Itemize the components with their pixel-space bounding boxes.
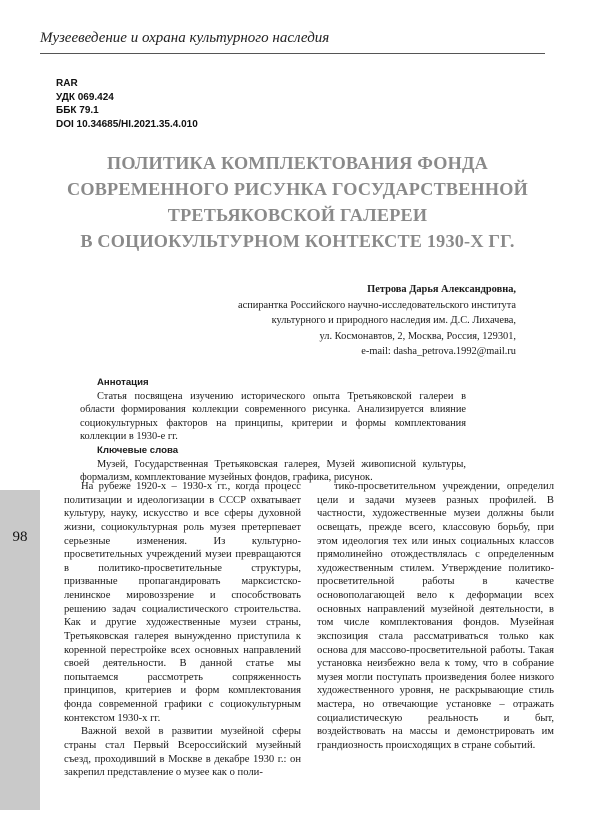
body-paragraph: Важной вехой в развитии музейной сферы страны стал Первый Всероссийский музейный съезд, проходивший в Москве в декабре 1930 г.: он закрепил представление о музее как о поли- (64, 726, 301, 779)
author-name: Петрова Дарья Александровна, (367, 284, 516, 295)
title-line: СОВРЕМЕННОГО РИСУНКА ГОСУДАРСТВЕННОЙ (67, 179, 528, 199)
abstract-text: Статья посвящена изучению исторического опыта Третьяковской галереи в области формирования коллекции современного рисунка. Анализируется влияние социокультурных факторов на принципы, критерии и формы комплектования коллекции в 1930-е гг. (80, 390, 466, 443)
author-address: ул. Космонавтов, 2, Москва, Россия, 129301, (319, 330, 516, 342)
title-line: ТРЕТЬЯКОВСКОЙ ГАЛЕРЕИ (167, 205, 428, 225)
meta-bbk: ББК 79.1 (56, 105, 99, 116)
journal-running-header: Музееведение и охрана культурного наследия (40, 30, 330, 46)
body-paragraph: тико-просветительном учреждении, определил цели и задачи музеев разных профилей. В частности, художественные музеи должны были освещать, прежде всего, классовую борьбу, при этом идеология тех или иных социальных классов прямолинейно отождествлялась с определенным художественным стилем. Утверждение политико-просветительной работы в качестве основополагающей вело к деформации всех основных направлений музейной деятельности, в том числе комплектования фондов. Музейная экспозиция стала рассматриваться только как основа для массово-просветительной работы. Такая установка неизбежно вела к тому, что в собрание музея могли поступать произведения более низкого художественного уровня, не раскрывающие стиль мастера, но отвечающие установке – отражать социалистическую реальность и быт, воздействовать на массы и демонстрировать им грандиозность происходящих в стране событий. (317, 481, 554, 751)
abstract-block (80, 376, 466, 485)
title-line: В СОЦИОКУЛЬТУРНОМ КОНТЕКСТЕ 1930-Х ГГ. (80, 231, 515, 251)
author-affiliation-line: аспирантка Российского научно-исследовательского института (237, 299, 516, 311)
meta-doi: DOI 10.34685/HI.2021.35.4.010 (56, 118, 198, 130)
body-column-left (64, 480, 301, 780)
meta-udc: УДК 069.424 (56, 91, 114, 103)
article-title (40, 150, 555, 254)
header-divider (40, 53, 545, 54)
abstract-heading: Аннотация (97, 377, 149, 388)
keywords-text: Музей, Государственная Третьяковская галерея, Музей живописной культуры, формализм, комплектование музейных фондов, графика, рисунок. (80, 458, 466, 484)
author-affiliation-line: культурного и природного наследия им. Д.С. Лихачева, (271, 315, 516, 326)
author-block (116, 282, 516, 360)
author-email: e-mail: dasha_petrova.1992@mail.ru (361, 346, 516, 357)
page-number: 98 (12, 529, 28, 545)
meta-rar: RAR (56, 78, 78, 89)
body-paragraph: На рубеже 1920-х – 1930-х гг., когда процесс политизации и идеологизации в СССР охватывает культуру, науку, искусство и все сферы духовной жизни, социокультурная роль музея претерпевает серьезные изменения. Из культурно-просветительных учреждений музеи превращаются в политико-просветительные структуры, призванные пропагандировать марксистско-ленинское мировоззрение и способствовать решению задач социалистического строительства. Как и другие художественные музеи страны, Третьяковская галерея вынужденно приступила к коренной перестройке всех основных направлений своей деятельности. В данной статье мы попытаемся рассмотреть сопряженность принципов, критериев и форм комплектования фонда современной графики с социокультурным контекстом 1930-х гг. (64, 481, 301, 724)
keywords-heading: Ключевые слова (97, 444, 179, 456)
body-column-right (317, 480, 554, 753)
article-metadata (56, 77, 198, 131)
title-line: ПОЛИТИКА КОМПЛЕКТОВАНИЯ ФОНДА (106, 153, 488, 173)
